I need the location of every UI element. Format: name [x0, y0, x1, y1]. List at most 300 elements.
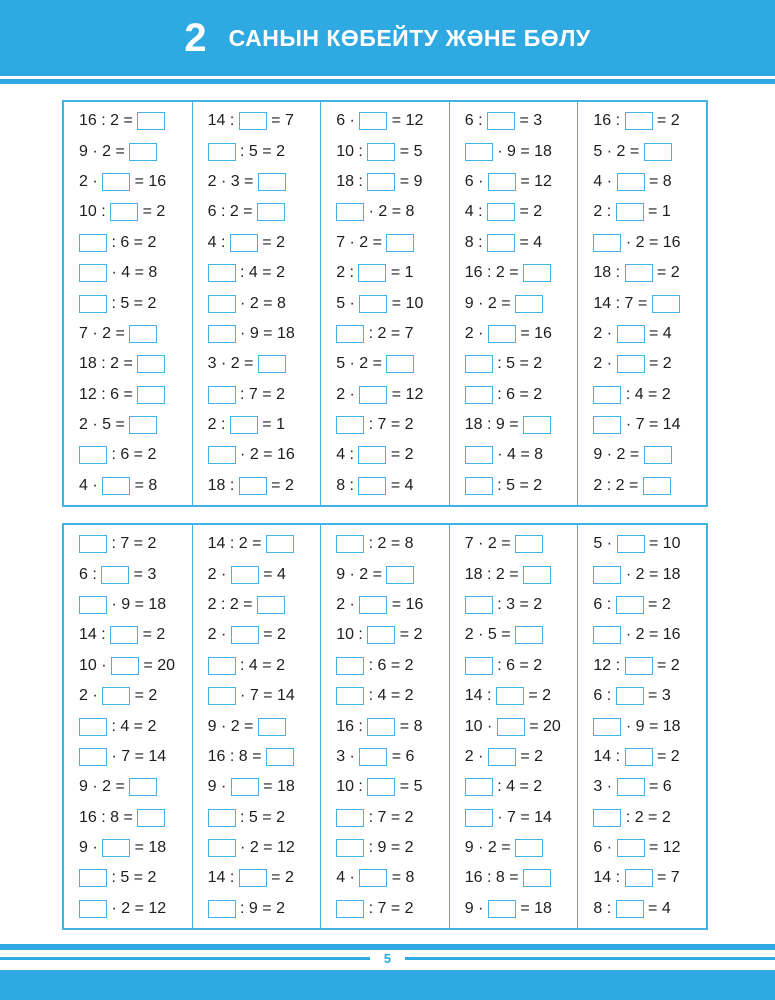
- expression-text: 9 · 2 =: [336, 565, 387, 583]
- exercise-row: [193, 106, 321, 136]
- answer-box[interactable]: [644, 446, 672, 464]
- answer-box[interactable]: [359, 295, 387, 313]
- answer-box[interactable]: [593, 626, 621, 644]
- exercise-row: [193, 711, 321, 741]
- answer-box[interactable]: [359, 596, 387, 614]
- expression-text: 14 :: [79, 626, 111, 644]
- expression-text: = 18: [258, 778, 295, 796]
- expression-text: = 12: [387, 385, 424, 403]
- expression-text: · 2 = 8: [235, 294, 286, 312]
- answer-box[interactable]: [111, 657, 139, 675]
- answer-box[interactable]: [208, 657, 236, 675]
- exercise-row: [193, 258, 321, 288]
- answer-box[interactable]: [79, 446, 107, 464]
- exercise-row: [578, 651, 706, 681]
- expression-text: 6 :: [464, 112, 488, 130]
- answer-box[interactable]: [336, 657, 364, 675]
- expression-text: = 2: [138, 626, 166, 644]
- answer-box[interactable]: [593, 718, 621, 736]
- expression-text: : 7 = 2: [364, 808, 414, 826]
- exercise-row: [321, 681, 449, 711]
- exercise-row: [450, 651, 578, 681]
- expression-text: = 2: [386, 446, 414, 464]
- exercise-row: [450, 711, 578, 741]
- expression-text: = 1: [386, 264, 414, 282]
- answer-box[interactable]: [625, 264, 653, 282]
- expression-text: 18 : 2 =: [464, 565, 524, 583]
- answer-box[interactable]: [515, 839, 543, 857]
- answer-box[interactable]: [465, 355, 493, 373]
- exercise-row: [321, 590, 449, 620]
- answer-box[interactable]: [616, 687, 644, 705]
- answer-box[interactable]: [137, 112, 165, 130]
- expression-text: 4 ·: [593, 172, 617, 190]
- exercise-row: [450, 863, 578, 893]
- answer-box[interactable]: [110, 203, 138, 221]
- expression-text: = 4: [386, 476, 414, 494]
- answer-box[interactable]: [487, 203, 515, 221]
- answer-box[interactable]: [79, 748, 107, 766]
- answer-box[interactable]: [359, 112, 387, 130]
- expression-text: · 2 = 16: [235, 446, 295, 464]
- exercise-row: [64, 471, 192, 501]
- expression-text: = 2: [266, 869, 294, 887]
- answer-box[interactable]: [266, 748, 294, 766]
- exercise-row: [321, 651, 449, 681]
- exercise-row: [193, 288, 321, 318]
- answer-box[interactable]: [515, 626, 543, 644]
- expression-text: : 4 = 2: [621, 385, 671, 403]
- answer-box[interactable]: [208, 143, 236, 161]
- answer-box[interactable]: [79, 596, 107, 614]
- answer-box[interactable]: [617, 778, 645, 796]
- expression-text: 4 :: [207, 233, 230, 251]
- exercise-row: [64, 651, 192, 681]
- expression-text: = 2: [266, 476, 294, 494]
- exercise-row: [450, 772, 578, 802]
- expression-text: 3 ·: [336, 747, 360, 765]
- expression-text: = 7: [652, 869, 680, 887]
- answer-box[interactable]: [515, 535, 543, 553]
- exercise-row: [450, 894, 578, 924]
- expression-text: 2 ·: [464, 324, 488, 342]
- expression-text: · 9 = 18: [235, 324, 295, 342]
- expression-text: · 9 = 18: [621, 717, 681, 735]
- exercise-row: [193, 620, 321, 650]
- exercise-row: [64, 167, 192, 197]
- expression-text: 5 ·: [593, 535, 617, 553]
- expression-text: : 6 = 2: [492, 656, 543, 674]
- expression-text: · 2 = 12: [235, 839, 295, 857]
- answer-box[interactable]: [231, 566, 259, 584]
- answer-box[interactable]: [367, 626, 395, 644]
- exercise-row: [450, 167, 578, 197]
- expression-text: 16 :: [593, 112, 625, 130]
- answer-box[interactable]: [523, 264, 551, 282]
- answer-box[interactable]: [239, 477, 267, 495]
- answer-box[interactable]: [652, 295, 680, 313]
- expression-text: : 2 = 8: [364, 535, 414, 553]
- answer-box[interactable]: [336, 325, 364, 343]
- exercise-row: [193, 651, 321, 681]
- expression-text: 8 :: [593, 899, 616, 917]
- exercise-row: [321, 772, 449, 802]
- answer-box[interactable]: [102, 173, 130, 191]
- answer-box[interactable]: [465, 809, 493, 827]
- exercise-row: [64, 681, 192, 711]
- answer-box[interactable]: [102, 477, 130, 495]
- answer-box[interactable]: [79, 718, 107, 736]
- expression-text: = 5: [395, 778, 423, 796]
- exercise-row: [321, 742, 449, 772]
- exercise-row: [321, 136, 449, 166]
- expression-text: 6 ·: [593, 839, 617, 857]
- expression-text: 14 :: [593, 869, 625, 887]
- expression-text: 16 : 8 =: [79, 808, 138, 826]
- answer-box[interactable]: [258, 718, 286, 736]
- answer-box[interactable]: [593, 566, 621, 584]
- answer-box[interactable]: [359, 386, 387, 404]
- exercise-row: [578, 106, 706, 136]
- expression-text: : 7 = 2: [235, 385, 285, 403]
- expression-text: 10 :: [336, 778, 368, 796]
- answer-box[interactable]: [110, 626, 138, 644]
- answer-box[interactable]: [230, 234, 258, 252]
- answer-box[interactable]: [465, 596, 493, 614]
- expression-text: = 10: [387, 294, 424, 312]
- expression-text: 2 : 2 =: [593, 476, 643, 494]
- expression-text: : 6 = 2: [107, 446, 157, 464]
- answer-box[interactable]: [266, 535, 294, 553]
- exercise-row: [321, 894, 449, 924]
- answer-box[interactable]: [208, 900, 236, 918]
- expression-text: 10 :: [336, 142, 368, 160]
- expression-text: : 2 = 2: [621, 808, 671, 826]
- answer-box[interactable]: [79, 535, 107, 553]
- exercise-row: [578, 471, 706, 501]
- answer-box[interactable]: [593, 809, 621, 827]
- exercise-row: [64, 228, 192, 258]
- exercise-row: [64, 742, 192, 772]
- expression-text: · 2 = 12: [107, 899, 167, 917]
- answer-box[interactable]: [465, 477, 493, 495]
- header-underline: [0, 79, 775, 84]
- answer-box[interactable]: [239, 112, 267, 130]
- exercise-row: [578, 136, 706, 166]
- expression-text: · 7 = 14: [621, 416, 681, 434]
- answer-box[interactable]: [102, 839, 130, 857]
- expression-text: = 16: [130, 172, 167, 190]
- answer-box[interactable]: [625, 869, 653, 887]
- exercise-row: [193, 803, 321, 833]
- exercise-row: [450, 529, 578, 559]
- expression-text: = 12: [387, 112, 424, 130]
- answer-box[interactable]: [488, 325, 516, 343]
- answer-box[interactable]: [515, 295, 543, 313]
- expression-text: : 6 = 2: [364, 656, 414, 674]
- answer-box[interactable]: [386, 566, 414, 584]
- answer-box[interactable]: [208, 264, 236, 282]
- expression-text: : 4 = 2: [235, 264, 285, 282]
- exercise-row: [450, 380, 578, 410]
- exercise-row: [578, 620, 706, 650]
- answer-box[interactable]: [496, 687, 524, 705]
- answer-box[interactable]: [230, 416, 258, 434]
- expression-text: 14 :: [207, 112, 239, 130]
- answer-box[interactable]: [79, 264, 107, 282]
- answer-box[interactable]: [617, 173, 645, 191]
- expression-text: = 3: [129, 565, 157, 583]
- answer-box[interactable]: [593, 234, 621, 252]
- answer-box[interactable]: [208, 687, 236, 705]
- answer-box[interactable]: [593, 386, 621, 404]
- expression-text: 2 :: [336, 264, 359, 282]
- exercise-row: [64, 894, 192, 924]
- expression-text: : 9 = 2: [235, 899, 285, 917]
- answer-box[interactable]: [208, 839, 236, 857]
- answer-box[interactable]: [336, 416, 364, 434]
- expression-text: = 8: [387, 869, 415, 887]
- expression-text: 3 · 2 =: [207, 355, 258, 373]
- answer-box[interactable]: [257, 203, 285, 221]
- answer-box[interactable]: [358, 264, 386, 282]
- exercise-row: [64, 772, 192, 802]
- expression-text: = 4: [644, 324, 672, 342]
- answer-box[interactable]: [488, 173, 516, 191]
- answer-box[interactable]: [617, 325, 645, 343]
- answer-box[interactable]: [617, 355, 645, 373]
- answer-box[interactable]: [137, 809, 165, 827]
- answer-box[interactable]: [359, 869, 387, 887]
- footer-line-left: [0, 957, 370, 960]
- expression-text: : 6 = 2: [107, 233, 157, 251]
- expression-text: 2 : 2 =: [207, 595, 257, 613]
- answer-box[interactable]: [336, 203, 364, 221]
- exercise-row: [450, 833, 578, 863]
- expression-text: · 9 = 18: [107, 595, 167, 613]
- answer-box[interactable]: [616, 596, 644, 614]
- expression-text: 14 : 2 =: [207, 535, 266, 553]
- answer-box[interactable]: [79, 900, 107, 918]
- expression-text: · 4 = 8: [492, 446, 544, 464]
- answer-box[interactable]: [358, 446, 386, 464]
- exercise-row: [64, 803, 192, 833]
- answer-box[interactable]: [523, 566, 551, 584]
- exercise-row: [193, 380, 321, 410]
- expression-text: 14 :: [593, 747, 625, 765]
- answer-box[interactable]: [102, 687, 130, 705]
- expression-text: 14 :: [464, 687, 496, 705]
- answer-box[interactable]: [367, 778, 395, 796]
- answer-box[interactable]: [358, 477, 386, 495]
- answer-box[interactable]: [367, 718, 395, 736]
- exercise-row: [193, 772, 321, 802]
- answer-box[interactable]: [487, 234, 515, 252]
- exercise-row: [578, 529, 706, 559]
- exercise-row: [64, 136, 192, 166]
- answer-box[interactable]: [208, 809, 236, 827]
- answer-box[interactable]: [625, 657, 653, 675]
- answer-box[interactable]: [367, 143, 395, 161]
- answer-box[interactable]: [488, 748, 516, 766]
- exercise-row: [193, 559, 321, 589]
- exercise-row: [578, 863, 706, 893]
- exercise-row: [321, 833, 449, 863]
- answer-box[interactable]: [465, 386, 493, 404]
- exercise-row: [578, 803, 706, 833]
- expression-text: 5 · 2 =: [336, 355, 387, 373]
- answer-box[interactable]: [208, 295, 236, 313]
- answer-box[interactable]: [208, 325, 236, 343]
- exercise-column-3: [321, 525, 450, 928]
- answer-box[interactable]: [487, 112, 515, 130]
- exercise-row: [193, 833, 321, 863]
- answer-box[interactable]: [129, 416, 157, 434]
- exercise-row: [321, 803, 449, 833]
- expression-text: 6 :: [593, 687, 616, 705]
- exercise-row: [450, 228, 578, 258]
- exercise-row: [64, 197, 192, 227]
- answer-box[interactable]: [367, 173, 395, 191]
- answer-box[interactable]: [208, 386, 236, 404]
- answer-box[interactable]: [129, 778, 157, 796]
- expression-text: 3 ·: [593, 778, 617, 796]
- exercise-row: [64, 559, 192, 589]
- expression-text: 2 · 5 =: [464, 626, 516, 644]
- answer-box[interactable]: [523, 869, 551, 887]
- exercise-column-3: [321, 102, 450, 505]
- answer-box[interactable]: [593, 416, 621, 434]
- answer-box[interactable]: [617, 839, 645, 857]
- exercise-row: [64, 863, 192, 893]
- answer-box[interactable]: [523, 416, 551, 434]
- expression-text: 12 :: [593, 656, 625, 674]
- exercise-row: [321, 529, 449, 559]
- expression-text: · 2 = 18: [621, 565, 681, 583]
- answer-box[interactable]: [336, 900, 364, 918]
- exercise-row: [450, 319, 578, 349]
- exercise-row: [578, 258, 706, 288]
- expression-text: : 9 = 2: [364, 839, 414, 857]
- answer-box[interactable]: [257, 596, 285, 614]
- exercise-row: [450, 440, 578, 470]
- answer-box[interactable]: [79, 295, 107, 313]
- expression-text: = 1: [643, 203, 671, 221]
- answer-box[interactable]: [488, 900, 516, 918]
- expression-text: = 16: [387, 595, 424, 613]
- exercise-row: [193, 863, 321, 893]
- exercise-row: [193, 349, 321, 379]
- exercise-row: [64, 258, 192, 288]
- exercise-row: [193, 136, 321, 166]
- exercise-row: [64, 529, 192, 559]
- answer-box[interactable]: [625, 748, 653, 766]
- expression-text: = 7: [266, 112, 294, 130]
- expression-text: = 9: [395, 172, 423, 190]
- expression-text: 8 :: [336, 476, 359, 494]
- expression-text: 10 :: [336, 626, 368, 644]
- exercise-column-5: [578, 102, 706, 505]
- footer-band: [0, 970, 775, 1000]
- answer-box[interactable]: [616, 203, 644, 221]
- answer-box[interactable]: [359, 748, 387, 766]
- expression-text: 4 :: [464, 203, 488, 221]
- exercise-row: [450, 136, 578, 166]
- answer-box[interactable]: [336, 535, 364, 553]
- expression-text: = 2: [130, 687, 158, 705]
- expression-text: : 4 = 2: [107, 717, 157, 735]
- expression-text: 18 :: [207, 476, 239, 494]
- expression-text: 14 :: [207, 869, 239, 887]
- expression-text: 9 · 2 =: [593, 446, 644, 464]
- expression-text: 2 ·: [207, 626, 231, 644]
- answer-box[interactable]: [625, 112, 653, 130]
- answer-box[interactable]: [465, 446, 493, 464]
- answer-box[interactable]: [79, 869, 107, 887]
- expression-text: : 2 = 7: [364, 324, 414, 342]
- answer-box[interactable]: [643, 477, 671, 495]
- expression-text: = 2: [515, 747, 544, 765]
- exercise-row: [321, 258, 449, 288]
- answer-box[interactable]: [336, 687, 364, 705]
- exercise-row: [64, 620, 192, 650]
- answer-box[interactable]: [465, 657, 493, 675]
- expression-text: 2 ·: [593, 355, 617, 373]
- exercise-row: [193, 590, 321, 620]
- answer-box[interactable]: [386, 234, 414, 252]
- expression-text: 2 · 5 =: [79, 416, 130, 434]
- answer-box[interactable]: [644, 143, 672, 161]
- answer-box[interactable]: [386, 355, 414, 373]
- expression-text: 9 ·: [464, 899, 488, 917]
- expression-text: 6 :: [79, 565, 102, 583]
- expression-text: = 10: [644, 535, 681, 553]
- answer-box[interactable]: [79, 234, 107, 252]
- exercise-row: [321, 349, 449, 379]
- exercise-row: [321, 471, 449, 501]
- answer-box[interactable]: [137, 386, 165, 404]
- expression-text: : 5 = 2: [235, 808, 285, 826]
- answer-box[interactable]: [258, 173, 286, 191]
- expression-text: : 4 = 2: [492, 778, 543, 796]
- answer-box[interactable]: [258, 355, 286, 373]
- answer-box[interactable]: [231, 626, 259, 644]
- answer-box[interactable]: [101, 566, 129, 584]
- exercise-row: [64, 410, 192, 440]
- exercise-row: [64, 288, 192, 318]
- answer-box[interactable]: [137, 355, 165, 373]
- expression-text: = 12: [644, 839, 681, 857]
- answer-box[interactable]: [616, 900, 644, 918]
- expression-text: = 6: [387, 747, 415, 765]
- answer-box[interactable]: [129, 325, 157, 343]
- expression-text: 2 ·: [336, 595, 360, 613]
- exercise-row: [64, 106, 192, 136]
- answer-box[interactable]: [497, 718, 525, 736]
- answer-box[interactable]: [465, 143, 493, 161]
- answer-box[interactable]: [129, 143, 157, 161]
- answer-box[interactable]: [617, 535, 645, 553]
- answer-box[interactable]: [336, 839, 364, 857]
- answer-box[interactable]: [239, 869, 267, 887]
- exercise-row: [64, 440, 192, 470]
- answer-box[interactable]: [208, 446, 236, 464]
- answer-box[interactable]: [336, 809, 364, 827]
- answer-box[interactable]: [465, 778, 493, 796]
- exercise-row: [450, 742, 578, 772]
- expression-text: 7 · 2 =: [336, 233, 387, 251]
- answer-box[interactable]: [231, 778, 259, 796]
